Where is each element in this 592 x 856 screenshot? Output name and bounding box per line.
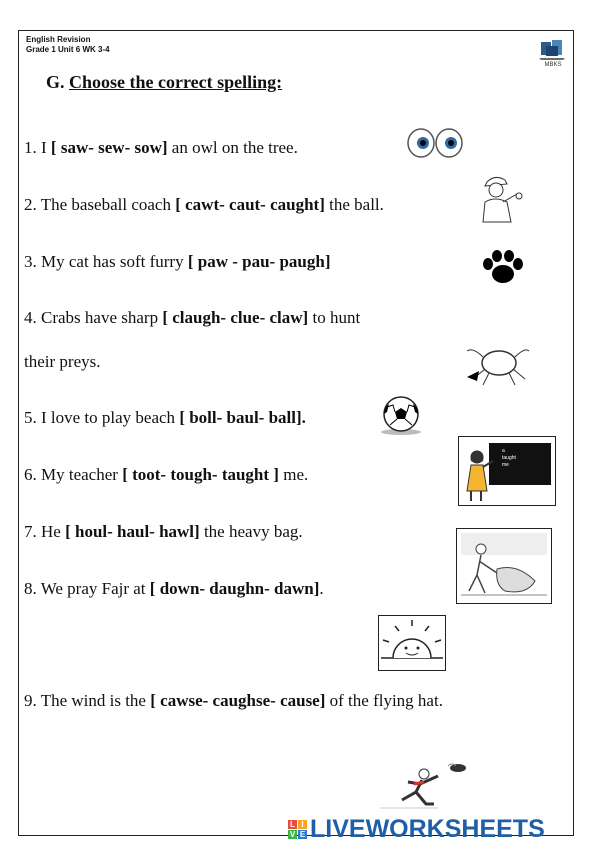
- question-6: [24, 465, 308, 485]
- answer-choices[interactable]: [ saw- sew- sow]: [50, 138, 168, 157]
- question-4: [24, 308, 360, 328]
- sunrise-icon: [378, 615, 446, 671]
- liveworksheets-logo-icon: [288, 820, 307, 839]
- question-3: [24, 252, 330, 272]
- brand-name: LIVEWORKSHEETS: [310, 814, 545, 843]
- logo-text: MBKS: [544, 62, 562, 68]
- question-text: an owl on the tree.: [167, 138, 298, 157]
- question-2: [24, 195, 384, 215]
- question-text: 7. He: [24, 522, 66, 541]
- answer-choices[interactable]: [ boll- baul- ball].: [179, 408, 306, 427]
- baseball-coach-icon: [473, 172, 527, 224]
- question-text: me.: [278, 465, 309, 484]
- question-text: 5. I love to play beach: [24, 408, 180, 427]
- answer-choices[interactable]: [ houl- haul- hawl]: [65, 522, 200, 541]
- question-text: of the flying hat.: [325, 691, 443, 710]
- question-text: 4. Crabs have sharp: [24, 308, 163, 327]
- section-instruction: Choose the correct spelling:: [69, 72, 283, 92]
- blackboard-word: a: [502, 448, 505, 454]
- man-hauling-bag-icon: [456, 528, 552, 604]
- paw-print-icon: [480, 250, 526, 284]
- answer-choices[interactable]: [ cawt- caut- caught]: [175, 195, 325, 214]
- badge-letter: L: [288, 820, 297, 829]
- man-chasing-hat-icon: [378, 760, 478, 812]
- question-text: their preys.: [24, 352, 101, 371]
- liveworksheets-brand: [288, 814, 545, 844]
- answer-choices[interactable]: [ cawse- caughse- cause]: [150, 691, 326, 710]
- blackboard-word: me: [502, 462, 509, 468]
- badge-letter: E: [299, 829, 306, 839]
- question-9: [24, 691, 443, 711]
- section-letter: G.: [46, 72, 65, 92]
- header-line-1: English Revision: [26, 35, 91, 44]
- badge-letter: V: [289, 829, 296, 839]
- answer-choices[interactable]: [ toot- tough- taught ]: [122, 465, 279, 484]
- answer-choices[interactable]: [ paw - pau- paugh]: [187, 252, 331, 271]
- blackboard-text: [502, 448, 516, 469]
- question-text: 6. My teacher: [24, 465, 123, 484]
- question-4-continued: [24, 352, 100, 372]
- question-1: [24, 138, 298, 158]
- badge-letter: I: [298, 820, 307, 829]
- question-text: 2. The baseball coach: [24, 195, 176, 214]
- question-text: 3. My cat has soft furry: [24, 252, 188, 271]
- soccer-ball-icon: [376, 394, 426, 436]
- question-text: 1. I: [24, 138, 51, 157]
- question-text: .: [319, 579, 324, 598]
- question-5: [24, 408, 306, 428]
- question-7: [24, 522, 303, 542]
- question-text: 9. The wind is the: [24, 691, 151, 710]
- question-text: 8. We pray Fajr at: [24, 579, 150, 598]
- teacher-blackboard-icon: [458, 436, 556, 506]
- owl-eyes-icon: [403, 124, 467, 164]
- crab-icon: [463, 337, 531, 389]
- question-text: the heavy bag.: [199, 522, 303, 541]
- question-8: [24, 579, 324, 599]
- worksheet-header: [26, 35, 110, 55]
- question-text: to hunt: [308, 308, 361, 327]
- section-title: [46, 72, 282, 93]
- answer-choices[interactable]: [ claugh- clue- claw]: [162, 308, 309, 327]
- blackboard-word: taught: [502, 455, 516, 461]
- question-text: the ball.: [324, 195, 384, 214]
- header-line-2: Grade 1 Unit 6 WK 3-4: [26, 45, 110, 54]
- answer-choices[interactable]: [ down- daughn- dawn]: [149, 579, 320, 598]
